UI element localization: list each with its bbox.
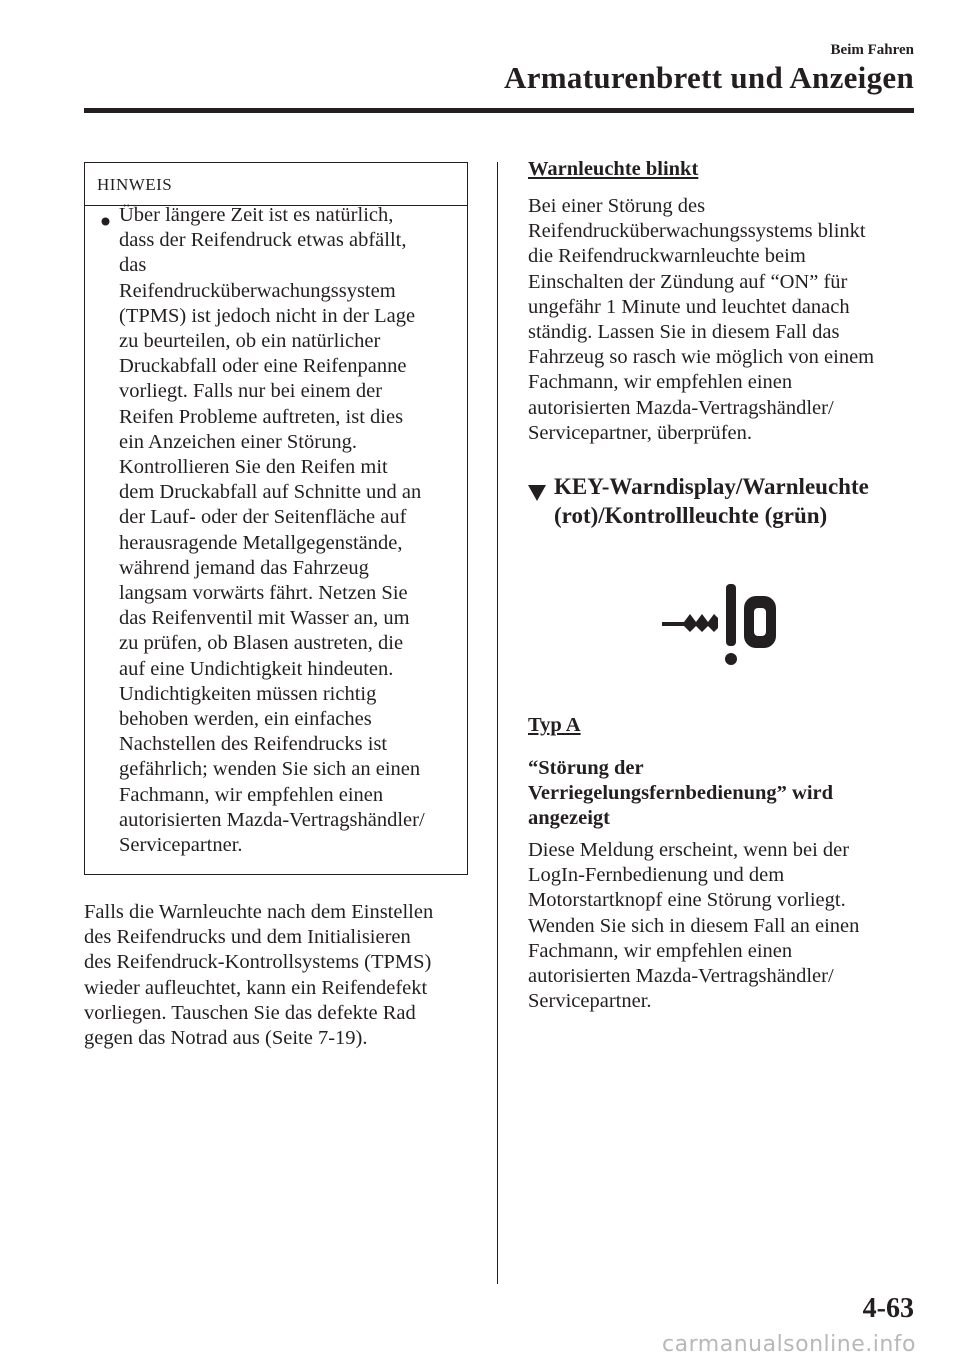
page-number: 4-63 [862,1293,914,1324]
subheading-type-a: Typ A [528,714,581,736]
note-text: Über längere Zeit ist es natürlich, dass der Reifendruck etwas abfällt, das Reifendrucküberwachungssystem (TPMS) ist jedoch nicht in der Lage zu beurteilen, ob ein natürlicher Druckabfall oder eine Reifenpanne vorliegt. Falls nur bei einem der Reifen Probleme auftreten, ist dies ein Anzeichen einer Störung. Kontrollieren Sie den Reifen mit dem Druckabfall auf Schnitte und an der Lauf- oder der Seitenfläche auf herausragende Metallgegenstände, während jemand das Fahrzeug langsam vorwärts fährt. Netzen Sie das Reifenventil mit Wasser an, um zu prüfen, ob Blasen austreten, die auf eine Undichtigkeit hindeuten. Undichtigkeiten müssen richtig behoben werden, ein einfaches Nachstellen des Reifendrucks ist gefährlich; wenden Sie sich an einen Fachmann, wir empfehlen einen autorisierten Mazda-Vertragshändler/ Servicepartner. [119,204,425,857]
note-box [84,162,468,875]
note-title: HINWEIS [97,175,173,194]
type-a-message: “Störung der Verriegelungsfernbedienung” wird angezeigt [528,757,834,830]
column-divider [497,162,498,1284]
section-heading-line2: (rot)/Kontrollleuchte (grün) [554,503,828,528]
section-heading-line1: KEY-Warndisplay/Warnleuchte [554,474,869,499]
type-a-paragraph: Diese Meldung erscheint, wenn bei der LogIn-Fernbedienung und dem Motorstartknopf eine Störung vorliegt. Wenden Sie sich in diesem Fall an einen Fachmann, wir empfehlen einen autorisierten Mazda-Vertragshändler/ Servicepartner. [528,839,860,1013]
page-title: Armaturenbrett und Anzeigen [504,60,914,95]
triangle-marker-icon [528,479,546,508]
header-rule [84,108,914,113]
chapter-label: Beim Fahren [830,42,914,58]
bullet-icon [101,213,110,231]
subheading-blink: Warnleuchte blinkt [528,158,699,180]
blink-paragraph: Bei einer Störung des Reifendrucküberwachungssystems blinkt die Reifendruckwarnleuchte beim Einschalten der Zündung auf “ON” für ungefähr 1 Minute und leuchtet danach ständig. Lassen Sie in diesem Fall das Fahrzeug so rasch wie möglich von einem Fachmann, wir empfehlen einen autorisierten Mazda-Vertragshändler/ Servicepartner, überprüfen. [528,195,875,444]
tpms-paragraph: Falls die Warnleuchte nach dem Einstellen des Reifendrucks und dem Initialisieren des Reifendruck-Kontrollsystems (TPMS) wieder aufleuchtet, kann ein Reifendefekt vorliegen. Tauschen Sie das defekte Rad gegen das Notrad aus (Seite 7-19). [84,901,434,1050]
watermark: carmanualsonline.info [662,1332,916,1357]
key-warning-icon [656,584,786,673]
